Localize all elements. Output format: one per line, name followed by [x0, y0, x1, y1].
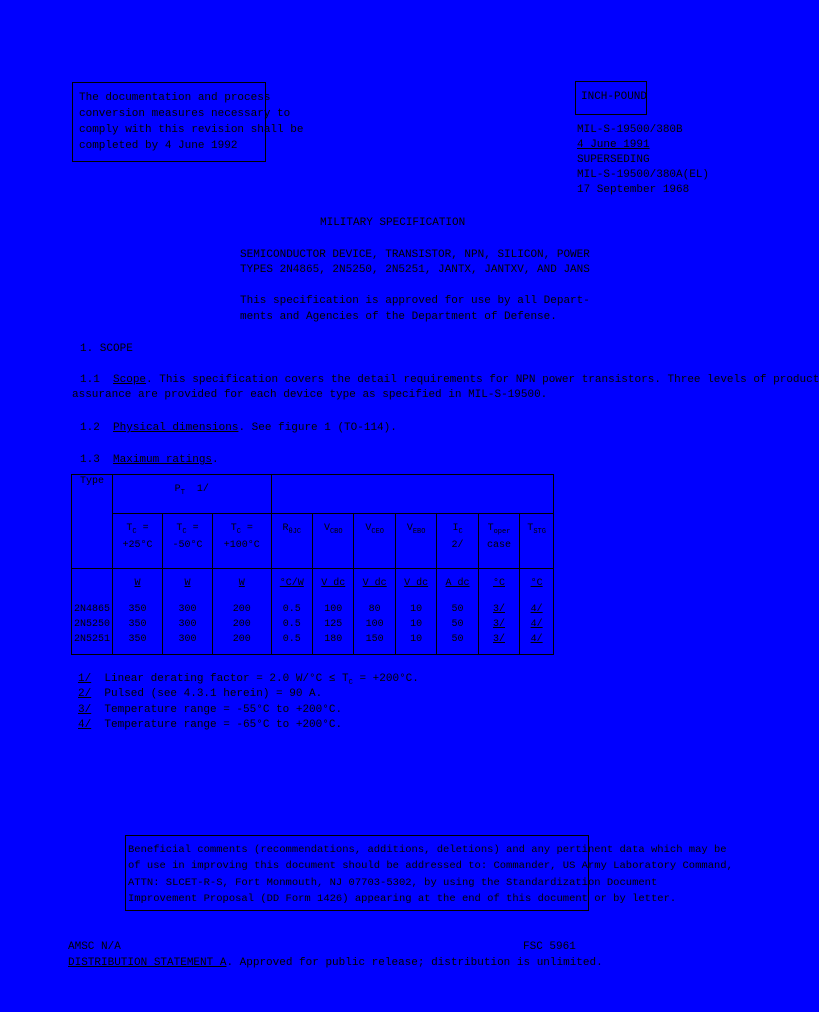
value-cell: 0.5 — [271, 603, 312, 618]
para-1-2 — [80, 421, 397, 436]
type-cell: 2N4865 — [72, 603, 113, 618]
value-cell: 3/ — [478, 618, 519, 633]
distribution-statement: DISTRIBUTION STATEMENT A. Approved for public release; distribution is unlimited. — [68, 957, 603, 969]
unit-cell: W — [113, 569, 163, 604]
footnote-1: 1/ Linear derating factor = 2.0 $W/^\circ C \le T_C = +200^\circ C$. — [78, 673, 419, 688]
vceo-header: $V_{CEO}$ — [354, 514, 395, 569]
para-1-1-cont: assurance are provided for each device type as specified in MIL-S-19500. — [72, 389, 548, 401]
table-subheader-row — [72, 514, 554, 569]
pt-header: $P_T$ 1/ — [113, 475, 272, 514]
superseding-label: SUPERSEDING — [577, 154, 650, 166]
superseded-date: 17 September 1968 — [577, 184, 690, 196]
value-cell: 3/ — [478, 633, 519, 655]
notice-line-2: conversion measures necessary to — [79, 108, 291, 120]
para-1-1-title: Scope — [113, 374, 147, 386]
tstg-header: $T_{STG}$ — [520, 514, 554, 569]
value-cell: 80 — [354, 603, 395, 618]
value-cell: 0.5 — [271, 618, 312, 633]
value-cell: 150 — [354, 633, 395, 655]
value-cell: 100 — [354, 618, 395, 633]
type-cell: 2N5250 — [72, 618, 113, 633]
value-cell: 3/ — [478, 603, 519, 618]
value-cell: 300 — [163, 618, 213, 633]
table-row — [72, 618, 554, 633]
comments-line-1: Beneficial comments (recommendations, additions, deletions) and any pertinent data which may be — [128, 844, 727, 856]
subject-line-1: SEMICONDUCTOR DEVICE, TRANSISTOR, NPN, SILICON, POWER — [240, 249, 590, 261]
notice-line-4: completed by 4 June 1992 — [79, 140, 238, 152]
spec-type-title: MILITARY SPECIFICATION — [320, 217, 466, 229]
value-cell: 4/ — [520, 618, 554, 633]
superseded-doc: MIL-S-19500/380A(EL) — [577, 169, 710, 181]
pt-header-blank — [271, 475, 553, 514]
doc-date: 4 June 1991 — [577, 139, 650, 151]
footnote-3: 3/ Temperature range = -55°C to +200°C. — [78, 704, 343, 716]
unit-cell: °C/W — [271, 569, 312, 604]
comments-line-3: ATTN: SLCET-R-S, Fort Monmouth, NJ 07703-5302, by using the Standardization Document — [128, 877, 658, 889]
unit-cell: V dc — [395, 569, 436, 604]
footnote-4: 4/ Temperature range = -65°C to +200°C. — [78, 719, 343, 731]
table-header-row — [72, 475, 554, 514]
unit-cell: °C — [478, 569, 519, 604]
value-cell: 50 — [437, 603, 478, 618]
value-cell: 350 — [113, 603, 163, 618]
value-cell: 200 — [213, 633, 272, 655]
temp-header-25: $T_C$ = +25°C — [113, 514, 163, 569]
ic-header: $I_C$ 2/ — [437, 514, 478, 569]
vebo-header: $V_{EBO}$ — [395, 514, 436, 569]
para-1-3 — [80, 453, 219, 468]
units-row — [72, 569, 554, 604]
fsc-label: FSC 5961 — [523, 941, 576, 953]
value-cell: 50 — [437, 633, 478, 655]
value-cell: 50 — [437, 618, 478, 633]
para-1-1 — [80, 373, 819, 388]
value-cell: 350 — [113, 618, 163, 633]
unit-cell: W — [163, 569, 213, 604]
value-cell: 4/ — [520, 603, 554, 618]
vcbo-header: $V_{CBO}$ — [313, 514, 354, 569]
toper-header: $T_{oper}$ case — [478, 514, 519, 569]
unit-cell: A dc — [437, 569, 478, 604]
table-row — [72, 633, 554, 655]
unit-cell: V dc — [354, 569, 395, 604]
value-cell: 4/ — [520, 633, 554, 655]
para-1-2-text: . See figure 1 (TO-114). — [238, 422, 397, 434]
value-cell: 200 — [213, 618, 272, 633]
value-cell: 10 — [395, 603, 436, 618]
value-cell: 100 — [313, 603, 354, 618]
subject-line-2: TYPES 2N4865, 2N5250, 2N5251, JANTX, JANTXV, AND JANS — [240, 264, 590, 276]
value-cell: 125 — [313, 618, 354, 633]
comments-line-4: Improvement Proposal (DD Form 1426) appearing at the end of this document or by letter. — [128, 893, 677, 905]
value-cell: 300 — [163, 603, 213, 618]
para-1-2-title: Physical dimensions — [113, 422, 239, 434]
units-type-blank — [72, 569, 113, 604]
footnote-2: 2/ Pulsed (see 4.3.1 herein) = 90 A. — [78, 688, 323, 700]
comments-line-2: of use in improving this document should be addressed to: Commander, US Army Laboratory Command, — [128, 860, 733, 872]
value-cell: 10 — [395, 633, 436, 655]
para-1-3-title: Maximum ratings — [113, 454, 213, 466]
para-1-3-num: 1.3 — [80, 454, 100, 466]
value-cell: 180 — [313, 633, 354, 655]
para-1-1-num: 1.1 — [80, 374, 100, 386]
type-header: Type — [72, 475, 113, 569]
units-badge: INCH-POUND — [581, 91, 648, 103]
temp-header-50: $T_C$ = -50°C — [163, 514, 213, 569]
para-1-1-text: . This specification covers the detail requirements for NPN power transistors. Three levels of product — [146, 374, 819, 386]
notice-line-1: The documentation and process — [79, 92, 271, 104]
value-cell: 350 — [113, 633, 163, 655]
unit-cell: °C — [520, 569, 554, 604]
unit-cell: V dc — [313, 569, 354, 604]
para-1-3-text: . — [212, 454, 219, 466]
doc-number: MIL-S-19500/380B — [577, 124, 683, 136]
approval-line-2: ments and Agencies of the Department of Defense. — [240, 311, 557, 323]
temp-header-100: $T_C$ = +100°C — [213, 514, 272, 569]
type-cell: 2N5251 — [72, 633, 113, 655]
section-heading-scope: 1. SCOPE — [80, 343, 133, 355]
amsc-label: AMSC N/A — [68, 941, 121, 953]
table-row — [72, 603, 554, 618]
notice-line-3: comply with this revision shall be — [79, 124, 304, 136]
value-cell: 200 — [213, 603, 272, 618]
approval-line-1: This specification is approved for use by all Depart- — [240, 295, 590, 307]
unit-cell: W — [213, 569, 272, 604]
para-1-2-num: 1.2 — [80, 422, 100, 434]
value-cell: 300 — [163, 633, 213, 655]
rthjc-header: $R_{\theta JC}$ — [271, 514, 312, 569]
value-cell: 10 — [395, 618, 436, 633]
value-cell: 0.5 — [271, 633, 312, 655]
maximum-ratings-table — [71, 474, 554, 655]
